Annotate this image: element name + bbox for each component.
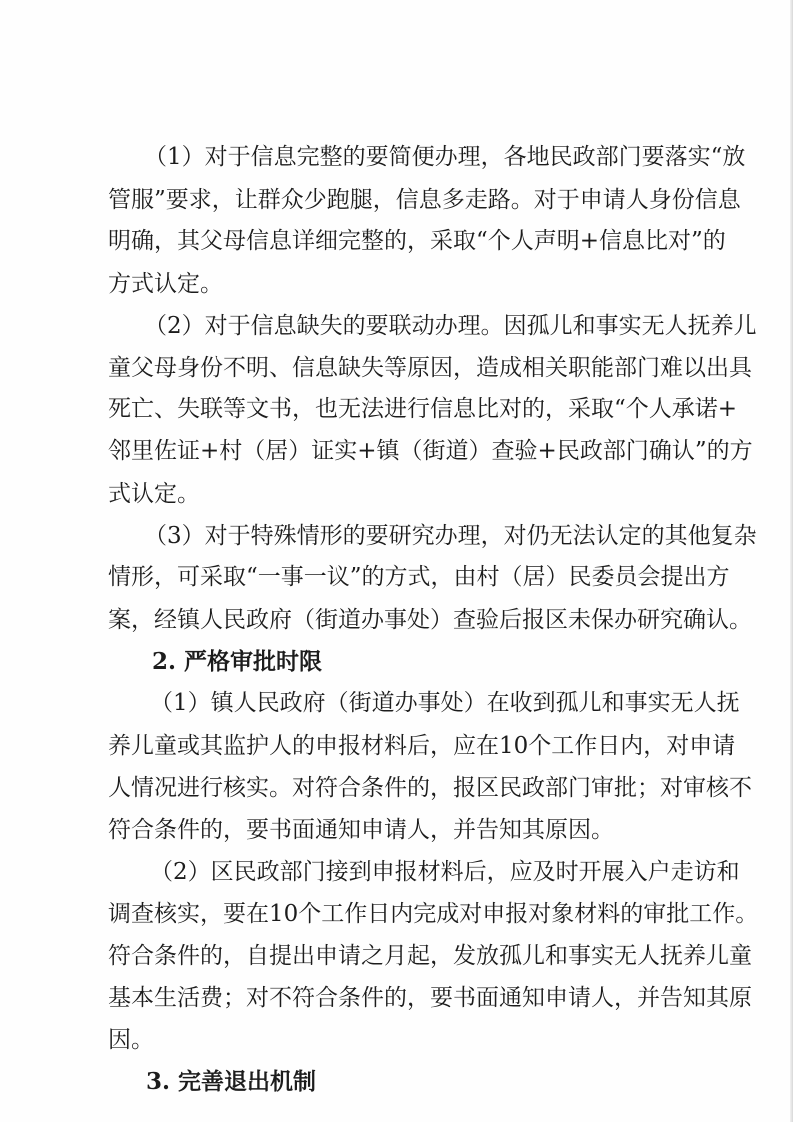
- para-2-2-line-2: 调查核实，要在10个工作日内完成对申报对象材料的审批工作。: [108, 901, 759, 927]
- para-2-2-line-5: 因。: [108, 1027, 154, 1053]
- para-1-2-line-4: 邻里佐证+村（居）证实+镇（街道）查验+民政部门确认”的方: [108, 438, 753, 464]
- para-1-2-line-1: （2）对于信息缺失的要联动办理。因孤儿和事实无人抚养儿: [144, 313, 757, 339]
- para-2-2-line-1: （2）区民政部门接到申报材料后，应及时开展入户走访和: [150, 859, 740, 885]
- para-2-1-line-2: 养儿童或其监护人的申报材料后，应在10个工作日内，对申请: [108, 733, 736, 759]
- para-1-3-line-2: 情形，可采取“一事一议”的方式，由村（居）民委员会提出方: [108, 564, 730, 590]
- para-1-2-line-3: 死亡、失联等文书，也无法进行信息比对的，采取“个人承诺+: [108, 396, 738, 422]
- para-2-1-line-4: 符合条件的，要书面通知申请人，并告知其原因。: [108, 817, 614, 843]
- para-2-1-line-3: 人情况进行核实。对符合条件的，报区民政部门审批；对审核不: [108, 775, 752, 801]
- para-2-2-line-4: 基本生活费；对不符合条件的，要书面通知申请人，并告知其原: [108, 985, 752, 1011]
- section-heading-3: 3. 完善退出机制: [146, 1068, 317, 1095]
- para-1-3-line-3: 案，经镇人民政府（街道办事处）查验后报区未保办研究确认。: [108, 607, 752, 633]
- para-1-3-line-1: （3）对于特殊情形的要研究办理，对仍无法认定的其他复杂: [144, 523, 757, 549]
- para-2-1-line-1: （1）镇人民政府（街道办事处）在收到孤儿和事实无人抚: [150, 690, 740, 716]
- para-1-2-line-5: 式认定。: [108, 481, 200, 507]
- para-1-1-line-1: （1）对于信息完整的要简便办理，各地民政部门要落实“放: [144, 144, 746, 170]
- section-heading-2: 2. 严格审批时限: [152, 648, 323, 675]
- para-2-2-line-3: 符合条件的，自提出申请之月起，发放孤儿和事实无人抚养儿童: [108, 943, 752, 969]
- para-1-1-line-4: 方式认定。: [108, 271, 223, 297]
- para-1-1-line-2: 管服”要求，让群众少跑腿，信息多走路。对于申请人身份信息: [108, 187, 741, 213]
- para-1-1-line-3: 明确，其父母信息详细完整的，采取“个人声明+信息比对”的: [108, 228, 726, 254]
- para-1-2-line-2: 童父母身份不明、信息缺失等原因，造成相关职能部门难以出具: [108, 355, 752, 381]
